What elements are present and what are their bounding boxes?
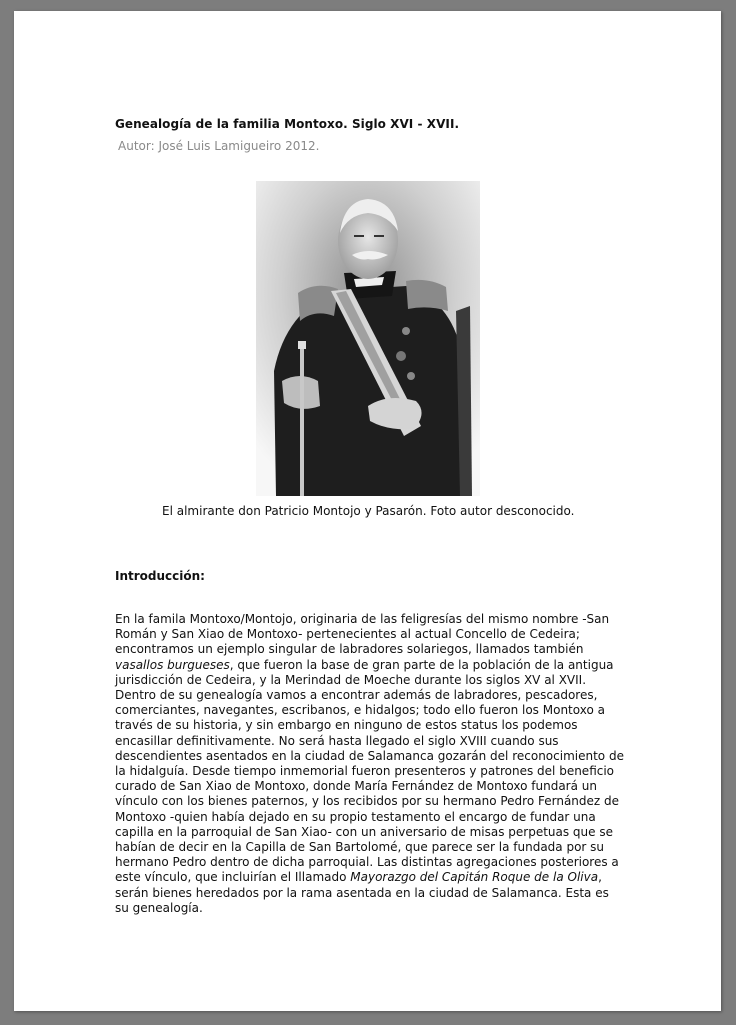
body-text-line: [115, 658, 615, 673]
body-text-line: [115, 688, 615, 703]
text-run: encasillar definitivamente. No será hasta llegado el siglo XVIII cuando sus: [115, 733, 559, 748]
body-text-line: [115, 612, 615, 627]
section-heading: Introducción:: [115, 569, 205, 583]
text-run: En la famila Montoxo/Montojo, originaria de las feligresías del mismo nombre -San: [115, 612, 610, 626]
body-text-line: [115, 718, 615, 733]
introduction-paragraph: [115, 612, 624, 916]
text-run: ,: [598, 870, 602, 885]
text-run: Montoxo -quien había dejado en su propio testamento el encargo de fundar una: [115, 809, 596, 824]
text-run: descendientes asentados en la ciudad de Salamanca gozarán del reconocimiento de: [115, 748, 624, 763]
text-run: capilla en la parroquial de San Xiao- con un aniversario de misas perpetuas que se: [115, 824, 613, 839]
text-run: este vínculo, que incluirían el Illamado: [115, 870, 351, 885]
portrait-illustration: [256, 181, 480, 496]
document-author: Autor: José Luis Lamigueiro 2012.: [118, 139, 320, 153]
photo-caption: El almirante don Patricio Montojo y Pasarón. Foto autor desconocido.: [162, 504, 575, 518]
text-run: jurisdicción de Cedeira, y la Merindad de Moeche durante los siglos XV al XVII.: [115, 672, 587, 687]
text-run: Dentro de su genealogía vamos a encontrar además de labradores, pescadores,: [115, 688, 598, 703]
italic-text: Mayorazgo del Capitán Roque de la Oliva: [350, 870, 599, 885]
body-text-line: [115, 627, 615, 642]
body-text-line: [115, 870, 615, 885]
body-text-line: [115, 886, 615, 901]
body-text-line: [115, 840, 615, 855]
body-text-line: [115, 779, 615, 794]
text-run: , que fueron la base de gran parte de la población de la antigua: [229, 657, 614, 672]
body-text-line: [115, 825, 615, 840]
body-text-line: [115, 734, 615, 749]
document-title: Genealogía de la familia Montoxo. Siglo XVI - XVII.: [115, 117, 460, 131]
body-text-line: [115, 748, 624, 764]
body-text-line: [115, 810, 615, 825]
body-text-line: [115, 673, 615, 688]
portrait-photo: [256, 181, 480, 496]
italic-text: vasallos burgueses: [115, 657, 230, 672]
text-run: vínculo con los bienes paternos, y los recibidos por su hermano Pedro Fernández de: [115, 794, 620, 809]
text-run: Román y San Xiao de Montoxo- pertenecientes al actual Concello de Cedeira;: [115, 627, 580, 642]
body-text-line: [115, 764, 615, 779]
text-run: la hidalguía. Desde tiempo inmemorial fueron presenteros y patrones del beneficio: [115, 764, 615, 779]
text-run: encontramos un ejemplo singular de labradores solariegos, llamados también: [115, 642, 584, 657]
text-run: su genealogía.: [115, 900, 203, 915]
text-run: través de su historia, y sin embargo en ninguno de estos status los podemos: [115, 718, 578, 733]
body-text-line: [115, 855, 619, 870]
body-text-line: [115, 642, 615, 657]
body-text-line: [115, 794, 620, 809]
text-run: serán bienes heredados por la rama asentada en la ciudad de Salamanca. Esta es: [115, 885, 609, 900]
text-run: hermano Pedro dentro de dicha parroquial. Las distintas agregaciones posteriores a: [115, 855, 619, 870]
document-page: [14, 11, 721, 1011]
text-run: habían de decir en la Capilla de San Bartolomé, que parece ser la fundada por su: [115, 840, 605, 855]
text-run: curado de San Xiao de Montoxo, donde María Fernández de Montoxo fundará un: [115, 779, 597, 794]
body-text-line: [115, 901, 615, 916]
text-run: comerciantes, navegantes, escribanos, e hidalgos; todo ello fueron los Montoxo a: [115, 703, 605, 718]
body-text-line: [115, 703, 615, 718]
